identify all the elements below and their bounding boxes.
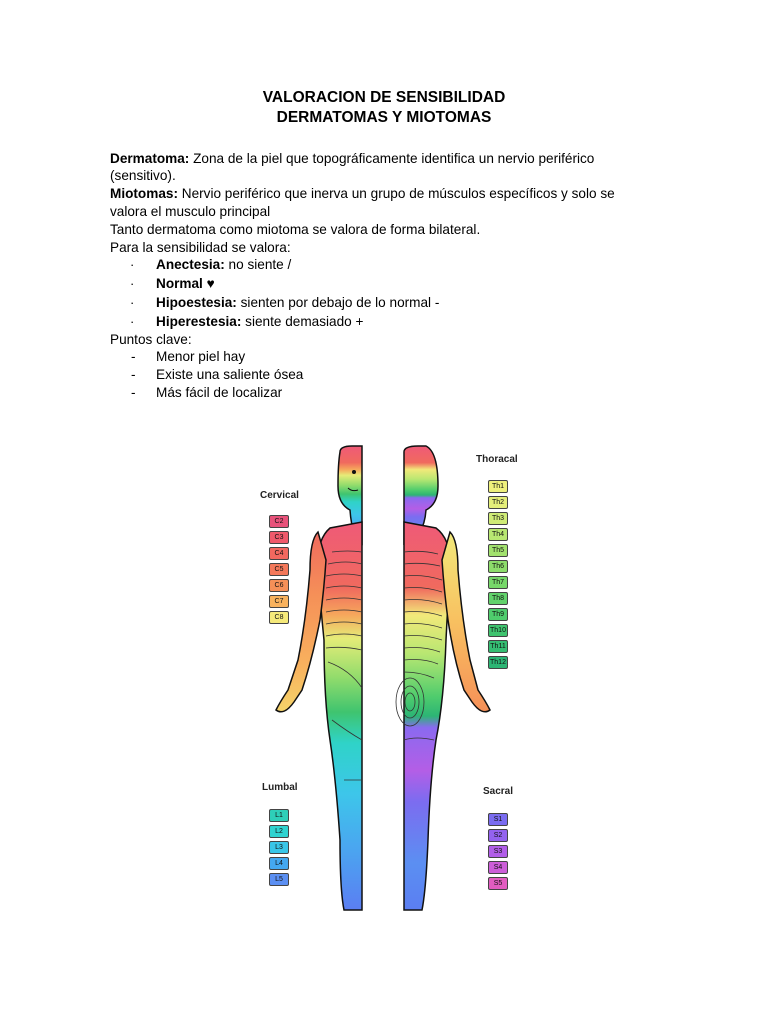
list-bullet: · (130, 295, 135, 310)
document-title-line1: VALORACION DE SENSIBILIDAD (262, 89, 506, 106)
miotomas-definition-line1 (110, 185, 615, 203)
dermatome-chip-c5: C5 (269, 563, 289, 576)
miotomas-text: Nervio periférico que inerva un grupo de músculos específicos y solo se (177, 186, 615, 201)
dermatome-chip-c4: C4 (269, 547, 289, 560)
dermatome-chip-c6: C6 (269, 579, 289, 592)
dermatome-chip-th12: Th12 (488, 656, 508, 669)
puntos-clave-heading: Puntos clave: (110, 332, 192, 347)
list-item (156, 257, 291, 272)
dermatome-chip-th5: Th5 (488, 544, 508, 557)
list-item: Más fácil de localizar (156, 385, 283, 400)
dermatome-chip-c7: C7 (269, 595, 289, 608)
thoracal-legend-title: Thoracal (476, 454, 518, 465)
dermatome-chip-s5: S5 (488, 877, 508, 890)
list-item-term: Normal (156, 276, 203, 291)
list-item (156, 276, 215, 291)
sacral-legend-title: Sacral (483, 786, 514, 797)
dermatoma-term: Dermatoma: (110, 151, 190, 166)
dermatome-chip-s3: S3 (488, 845, 508, 858)
dermatome-chip-th4: Th4 (488, 528, 508, 541)
dermatome-chip-l3: L3 (269, 841, 289, 854)
list-item-text: no siente / (224, 257, 292, 272)
lumbal-legend-title: Lumbal (262, 782, 298, 793)
dermatome-chip-th2: Th2 (488, 496, 508, 509)
dermatoma-definition-line2: (sensitivo). (110, 168, 176, 183)
list-dash: - (131, 349, 136, 364)
list-item-term: Anectesia: (156, 257, 225, 272)
dermatome-chip-th11: Th11 (488, 640, 508, 653)
miotomas-term: Miotomas: (110, 186, 178, 201)
dermatome-chip-l1: L1 (269, 809, 289, 822)
body-back-half (396, 446, 490, 910)
dermatome-chip-c2: C2 (269, 515, 289, 528)
dermatome-chip-th3: Th3 (488, 512, 508, 525)
cervical-legend-title: Cervical (260, 490, 299, 501)
list-item: Existe una saliente ósea (156, 367, 304, 382)
dermatome-chip-s1: S1 (488, 813, 508, 826)
dermatome-chip-th1: Th1 (488, 480, 508, 493)
dermatome-chip-s2: S2 (488, 829, 508, 842)
dermatome-chip-s4: S4 (488, 861, 508, 874)
list-item-term: Hiperestesia: (156, 314, 242, 329)
dermatoma-definition-line1 (110, 150, 594, 168)
dermatome-chip-l5: L5 (269, 873, 289, 886)
dermatoma-text: Zona de la piel que topográficamente identifica un nervio periférico (189, 151, 595, 166)
dermatome-chip-c8: C8 (269, 611, 289, 624)
document-title-line2: DERMATOMAS Y MIOTOMAS (276, 109, 492, 126)
bilateral-note: Tanto dermatoma como miotoma se valora de forma bilateral. (110, 222, 481, 237)
list-bullet: · (130, 276, 135, 291)
dermatome-chip-th9: Th9 (488, 608, 508, 621)
list-item-text: siente demasiado + (241, 314, 364, 329)
dermatome-chip-c3: C3 (269, 531, 289, 544)
list-item (156, 314, 363, 329)
list-dash: - (131, 367, 136, 382)
list-item (156, 295, 439, 310)
dermatome-chip-th10: Th10 (488, 624, 508, 637)
dermatome-chip-th6: Th6 (488, 560, 508, 573)
dermatome-chip-l2: L2 (269, 825, 289, 838)
dermatome-chip-l4: L4 (269, 857, 289, 870)
list-dash: - (131, 385, 136, 400)
list-bullet: · (130, 314, 135, 329)
list-item-term: Hipoestesia: (156, 295, 237, 310)
dermatome-chip-th8: Th8 (488, 592, 508, 605)
miotomas-definition-line2: valora el musculo principal (110, 204, 271, 219)
list-item-text: ♥ (202, 276, 215, 291)
sensibilidad-heading: Para la sensibilidad se valora: (110, 240, 291, 255)
dermatome-figure (240, 440, 540, 930)
list-bullet: · (130, 257, 135, 272)
dermatome-chip-th7: Th7 (488, 576, 508, 589)
list-item-text: sienten por debajo de lo normal - (236, 295, 440, 310)
list-item: Menor piel hay (156, 349, 246, 364)
